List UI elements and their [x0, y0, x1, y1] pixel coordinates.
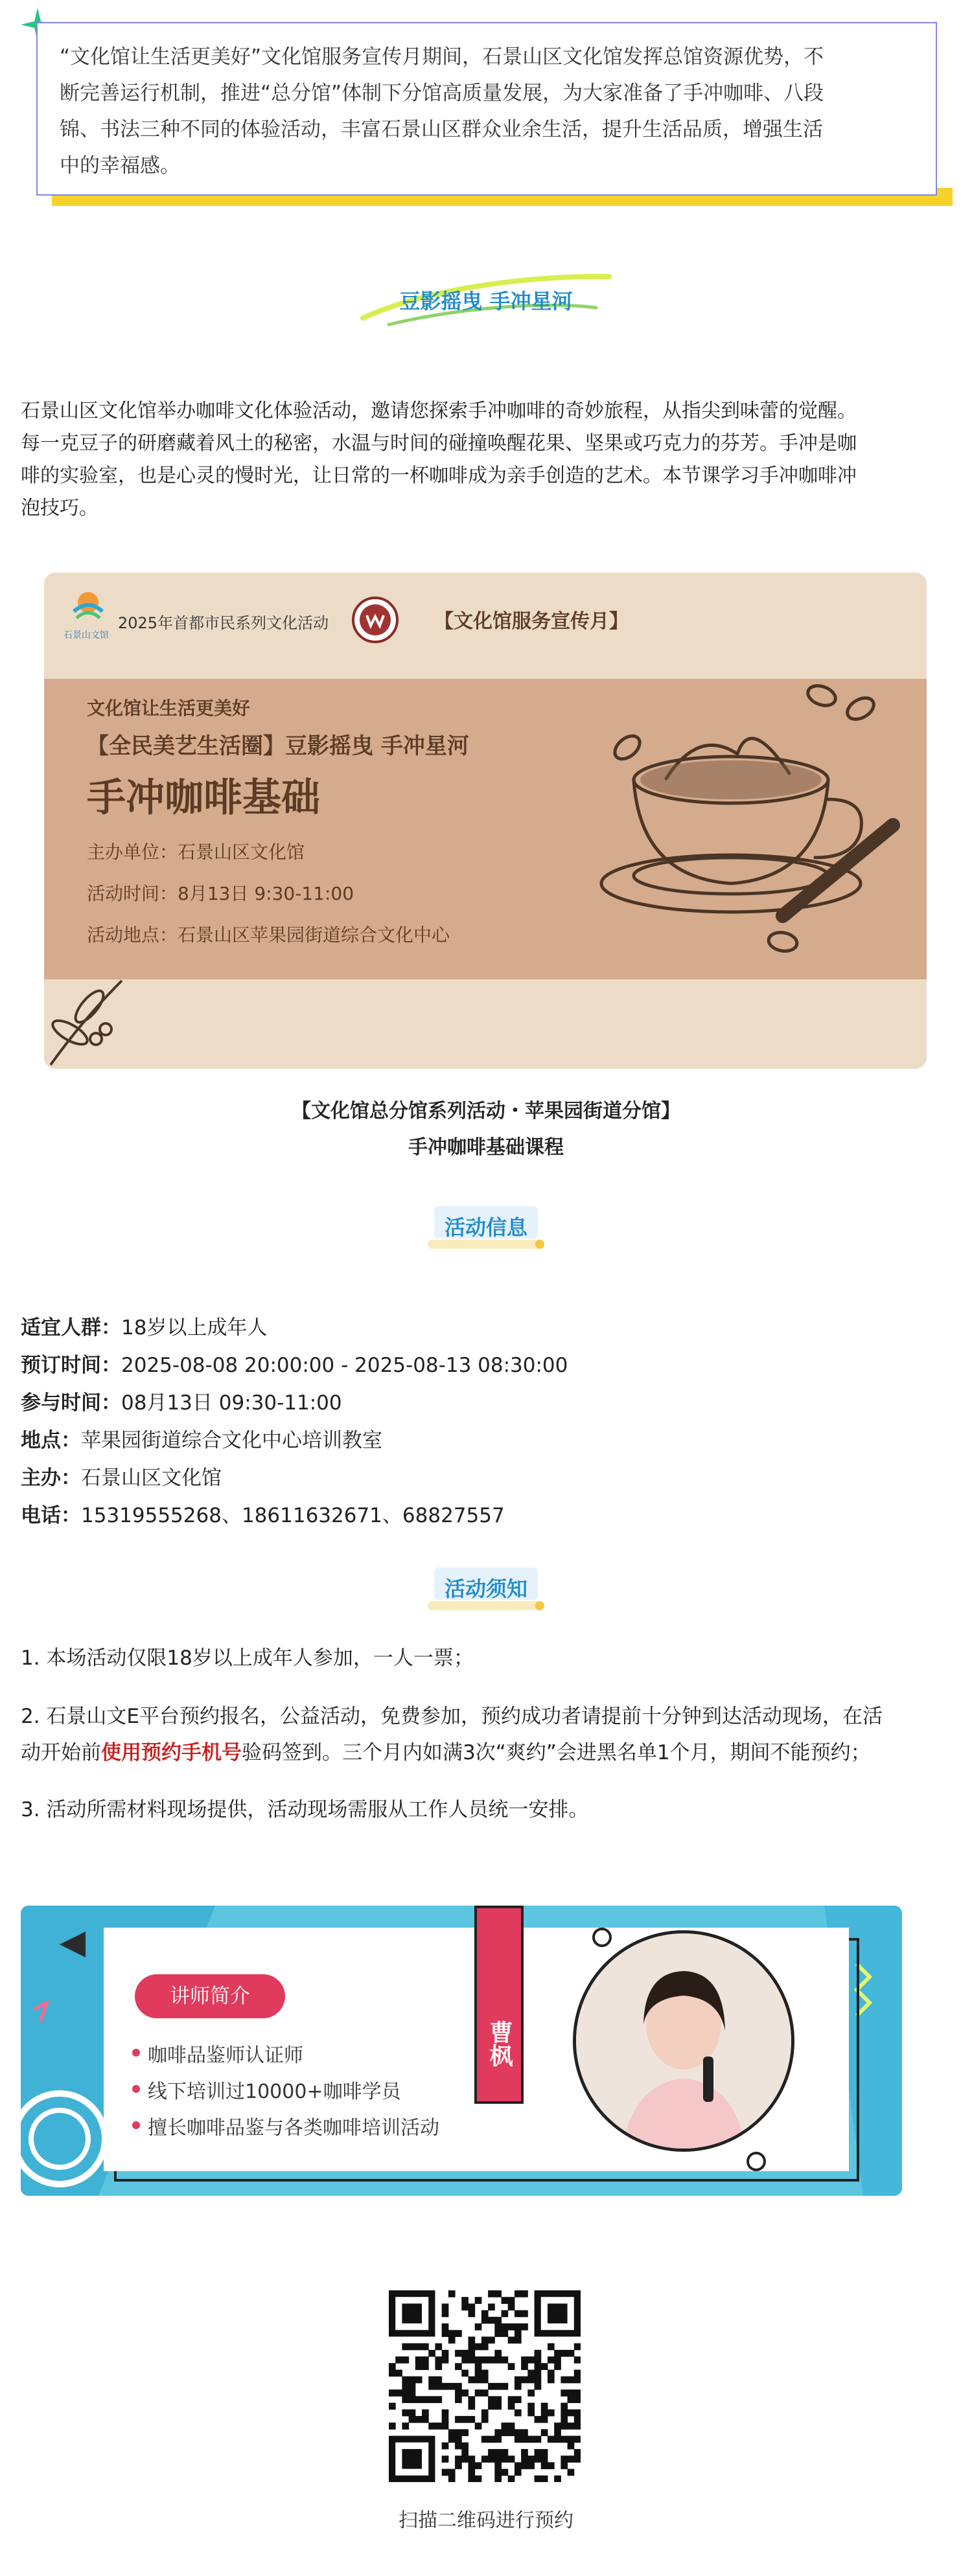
info-row-participation-time: [21, 1386, 342, 1415]
activity-caption-line2: 手冲咖啡基础课程: [408, 1136, 564, 1159]
activity-info-title: 活动信息: [444, 1215, 527, 1240]
info-label: 地点：: [21, 1429, 81, 1452]
culture-emblem-icon: [351, 596, 399, 644]
coffee-branch-illustration: [44, 968, 135, 1069]
org-logo-icon: [67, 586, 109, 627]
info-value: 18岁以上成年人: [121, 1316, 268, 1339]
notice-item-2: [21, 1698, 954, 1771]
poster-bracket-title: 【文化馆服务宣传月】: [434, 610, 629, 633]
notices-title: 活动须知: [444, 1577, 527, 1601]
description-line: 泡技巧。: [21, 497, 98, 519]
teacher-banner: [21, 1906, 902, 2196]
info-label: 电话：: [21, 1504, 81, 1527]
info-row-organizer: [21, 1461, 222, 1490]
poster-main-title: 手冲咖啡基础: [87, 775, 320, 821]
teacher-pill-label: 讲师简介: [135, 1974, 285, 2018]
logo-caption: 石景山文馆: [64, 630, 109, 641]
ring-decoration: [746, 2152, 766, 2171]
heading-dot: [535, 1601, 544, 1610]
info-label: 参与时间：: [21, 1391, 121, 1415]
teacher-avatar: [573, 1930, 794, 2152]
teacher-bullet: 咖啡品鉴师认证师: [148, 2039, 303, 2068]
poster-time: 活动时间：8月13日 9:30-11:00: [87, 883, 354, 904]
notice-item-3: 3. 活动所需材料现场提供，活动现场需服从工作人员统一安排。: [21, 1798, 589, 1821]
description: [21, 395, 951, 525]
description-line: 每一克豆子的研磨藏着风土的秘密，水温与时间的碰撞唤醒花果、坚果或巧克力的芬芳。手冲是咖: [21, 432, 857, 455]
info-value: 石景山区文化馆: [81, 1466, 222, 1490]
notice-item-2-line2: 动开始前使用预约手机号验码签到。三个月内如满3次“爽约”会进黑名单1个月，期间不能预约；: [21, 1741, 871, 1764]
heading-underline: [428, 1601, 544, 1610]
booking-qr-code[interactable]: [389, 2290, 581, 2482]
teacher-name: 曹枫: [474, 1906, 524, 2104]
info-label: 预订时间：: [21, 1354, 121, 1377]
info-row-booking-time: [21, 1349, 568, 1378]
section-title: 豆影摇曳 手冲星河: [399, 289, 573, 313]
intro-line: 断完善运行机制，推进“总分馆”体制下分馆高质量发展，为大家准备了手冲咖啡、八段: [60, 82, 824, 105]
info-row-location: [21, 1424, 382, 1453]
description-line: 石景山区文化馆举办咖啡文化体验活动，邀请您探索手冲咖啡的奇妙旅程，从指尖到味蕾的觉醒。: [21, 400, 857, 422]
notice-item-2-line1: 2. 石景山文E平台预约报名，公益活动，免费参加，预约成功者请提前十分钟到达活动现场，在活: [21, 1705, 883, 1728]
info-label: 主办：: [21, 1466, 81, 1490]
poster-subtitle: 【全民美艺生活圈】豆影摇曳 手冲星河: [87, 733, 469, 759]
event-poster: [44, 573, 927, 1069]
info-value: 苹果园街道综合文化中心培训教室: [81, 1429, 382, 1452]
info-value: 2025-08-08 20:00:00 - 2025-08-13 08:30:00: [121, 1354, 568, 1377]
qr-caption: 扫描二维码进行预约: [399, 2509, 573, 2532]
intro-line: 锦、书法三种不同的体验活动，丰富石景山区群众业余生活，提升生活品质，增强生活: [60, 118, 823, 141]
intro-line: “文化馆让生活更美好”文化馆服务宣传月期间，石景山区文化馆发挥总馆资源优势，不: [60, 45, 824, 69]
heading-underline: [428, 1240, 544, 1249]
highlight-phone-text: 使用预约手机号: [101, 1741, 242, 1764]
coffee-cup-illustration: [588, 670, 912, 968]
info-label: 适宜人群：: [21, 1316, 121, 1339]
notice-item-1: 1. 本场活动仅限18岁以上成年人参加，一人一票；: [21, 1647, 474, 1670]
info-row-audience: [21, 1311, 267, 1340]
info-row-phone: [21, 1499, 505, 1528]
ring-decoration: [592, 1928, 612, 1947]
poster-top-text: 2025年首都市民系列文化活动: [118, 614, 329, 632]
intro-box: [36, 22, 937, 196]
info-value: 08月13日 09:30-11:00: [121, 1391, 342, 1415]
heading-dot: [535, 1240, 544, 1249]
description-line: 啡的实验室，也是心灵的慢时光，让日常的一杯咖啡成为亲手创造的艺术。本节课学习手冲咖啡冲: [21, 464, 857, 487]
intro-line: 中的幸福感。: [60, 154, 180, 177]
activity-caption-line1: 【文化馆总分馆系列活动・苹果园街道分馆】: [292, 1100, 680, 1123]
poster-organizer: 主办单位：石景山区文化馆: [87, 841, 305, 863]
teacher-bullet: 擅长咖啡品鉴与各类咖啡培训活动: [148, 2112, 439, 2140]
poster-slogan: 文化馆让生活更美好: [87, 698, 251, 719]
info-value: 15319555268、18611632671、68827557: [81, 1504, 505, 1527]
teacher-bullet: 线下培训过10000+咖啡学员: [148, 2075, 401, 2104]
poster-location: 活动地点：石景山区苹果园街道综合文化中心: [87, 924, 450, 946]
